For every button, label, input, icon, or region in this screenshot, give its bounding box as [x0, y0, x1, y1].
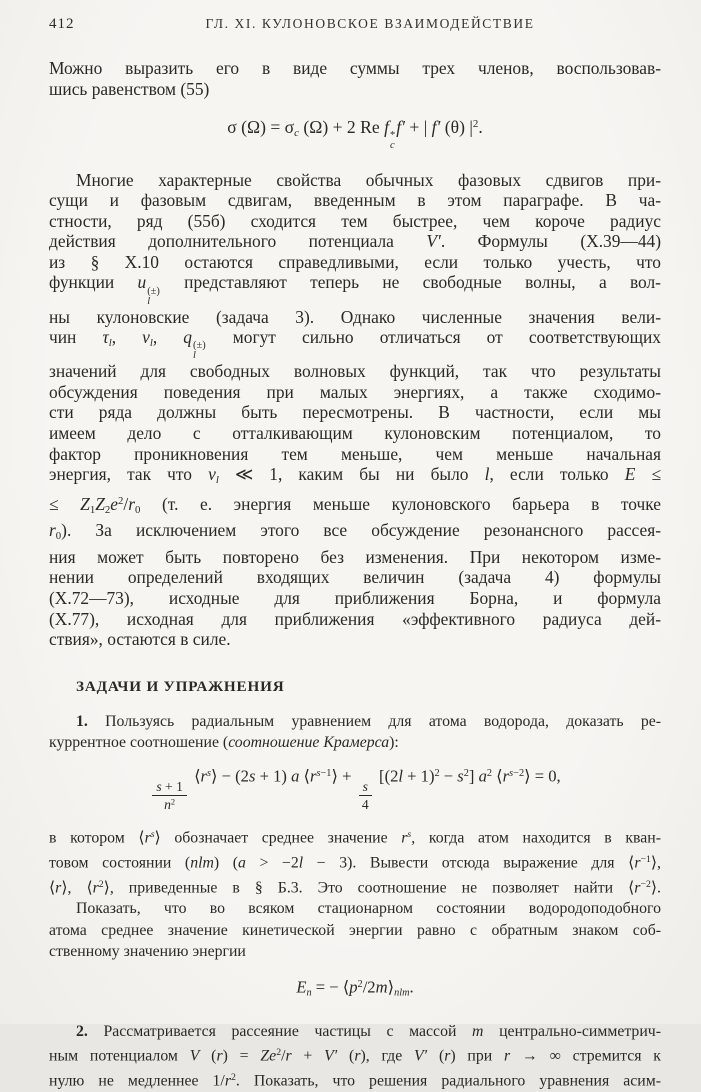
running-header: [49, 16, 661, 34]
text-line: сущи и фазовым сдвигам, введенным в этом параграфе. В ча-: [49, 190, 661, 211]
equation-energy-mean: $E_n$ = − $⟨p^2/2m⟩_{nlm}$.: [296, 977, 414, 999]
text-line: чин $\tau_l$, $v_l$, q (±) l могут сильно отличаться от соответствующих: [49, 327, 661, 362]
text-line: ны кулоновские (задача 3). Однако численные значения вели-: [49, 306, 661, 327]
equation-cross-section: σ $(\Omega) = \sigma_c$ (Ω) + 2 Re f * c f′ + | f′ (θ) $|^2$.: [227, 117, 483, 152]
text-line: стности, ряд (55б) сходится тем быстрее, чем короче радиус: [49, 210, 661, 231]
text-line: Многие характерные свойства обычных фазовых сдвигов при-: [76, 169, 661, 190]
text-line: ным потенциалом V $(r) = Ze^2/r + V'$ (r), где V′ (r) при r → ∞ стремится к: [49, 1047, 661, 1065]
text-line: ственному значению энергии: [49, 943, 246, 961]
text-line: ⟨r⟩, $⟨r^2⟩$, приведенные в § Б.3. Это соотношение не позволяет найти $⟨r^{-2}⟩$.: [49, 878, 661, 897]
text-line: фактор проникновения тем меньше, чем меньше начальная: [49, 443, 661, 464]
paragraph-intro: [49, 58, 661, 99]
page-number: 412: [49, 16, 75, 32]
text-line: значений для свободных волновых функций, так что результаты: [49, 361, 661, 382]
text-line: Показать, что во всяком стационарном состоянии водородоподобного: [76, 900, 661, 918]
text-line: функции u (±) l представляют теперь не свободные волны, а вол-: [49, 272, 661, 307]
text-line: атома среднее значение кинетической энергии равно с обратным знаком соб-: [49, 921, 661, 939]
text-line: ния может быть повторено без изменения. При некотором изме-: [49, 546, 661, 567]
text-line: ствия», остаются в силе.: [49, 629, 231, 650]
text-line: имеем дело с отталкивающим кулоновским потенциалом, то: [49, 422, 661, 443]
text-line: из § X.10 остаются справедливыми, если только учесть, что: [49, 251, 661, 272]
paragraph-phase-shifts: [49, 170, 661, 650]
text-line: 2. Рассматривается рассеяние частицы с массой m центрально-симметрич-: [76, 1022, 661, 1040]
text-line: Можно выразить его в виде суммы трех членов, воспользовав-: [49, 58, 661, 78]
chapter-running-head: ГЛ. XI. КУЛОНОВСКОЕ ВЗАИМОДЕЙСТВИЕ: [205, 16, 535, 31]
text-line: нулю не медленнее $1/r^2$. Показать, что решения радиального уравнения асим-: [49, 1071, 661, 1090]
section-heading-problems: ЗАДАЧИ И УПРАЖНЕНИЯ: [76, 677, 285, 695]
text-line: сти ряда должны быть пересмотрены. В частности, если мы: [49, 402, 661, 423]
problem-1-body: [49, 824, 661, 898]
text-line: нении определений входящих величин (задача 4) формулы: [49, 567, 661, 588]
text-line: (X.77), исходная для приближения «эффективного радиуса дей-: [49, 608, 661, 629]
text-line: куррентное соотношение (соотношение Крамерса):: [49, 734, 399, 752]
problem-1-intro: [49, 711, 661, 754]
text-line: 1. Пользуясь радиальным уравнением для атома водорода, доказать ре-: [76, 712, 661, 730]
problem-1-body-continued: [49, 898, 661, 962]
text-line: товом состоянии (nlm) (a > −2l − 3). Вывести отсюда выражение для $⟨r^{-1}⟩$,: [49, 853, 662, 872]
equation-kramers-relation: $\frac{s + 1}{n^2}$ $⟨r^s⟩ - (2s + 1)$ a $⟨r^{s-1}⟩$ + $\frac{s}{4}$ $[(2l + 1)^2 - s^2]$ $a^2$ $⟨r^{s-2}⟩ = 0$,: [49, 763, 661, 813]
text-line: шись равенством (55): [49, 78, 210, 99]
text-line: энергия, так что $v_l$ ≪ 1, каким бы ни было l, если только E ≤: [49, 464, 661, 487]
text-line: $r_0$). За исключением этого все обсуждение резонансного рассея-: [49, 520, 661, 543]
text-line: (X.72—73), исходные для приближения Борна, и формула: [49, 588, 661, 609]
text-line: обсуждения поведения при малых энергиях, а также сходимо-: [49, 381, 661, 402]
text-line: действия дополнительного потенциала V′. Формулы (X.39—44): [49, 231, 662, 252]
problem-2: [49, 1021, 661, 1092]
text-line: в котором $⟨r^s⟩$ обозначает среднее значение $r^s$, когда атом находится в кван-: [49, 829, 662, 847]
text-line: ≤ $Z_1Z_2e^2/r_0$ (т. е. энергия меньше кулоновского барьера в точке: [49, 493, 661, 516]
